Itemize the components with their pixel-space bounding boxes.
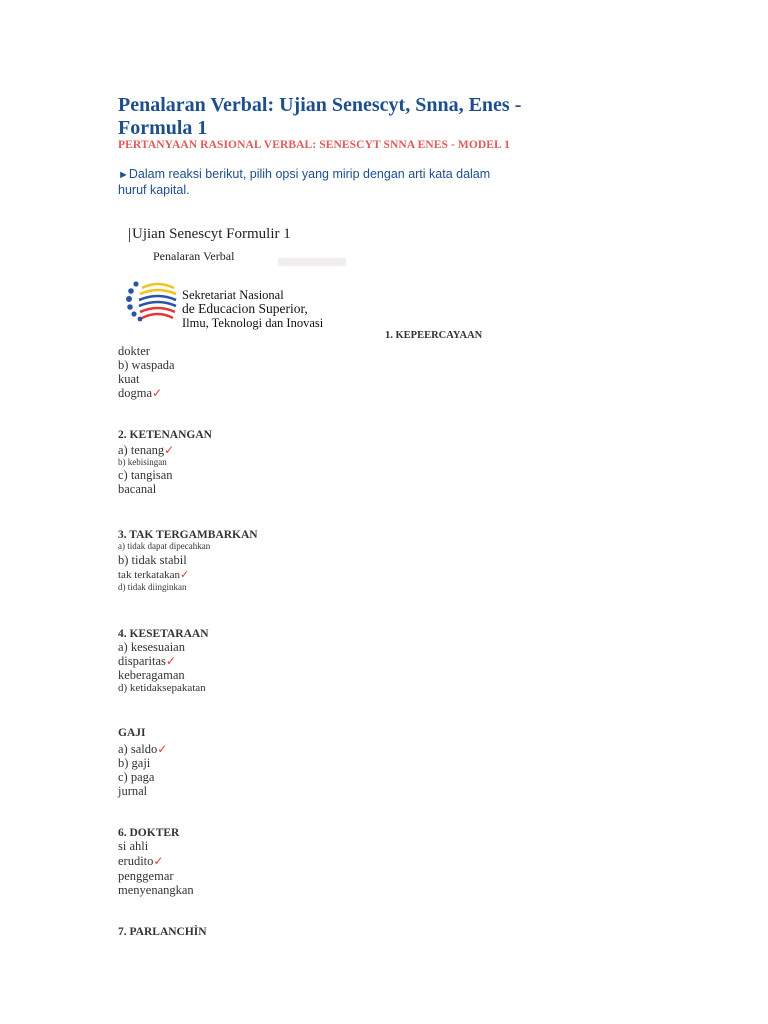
check-mark-icon: ✓ [157, 742, 168, 756]
option: b) waspada [118, 358, 175, 372]
option: a) kesesuaian [118, 640, 185, 654]
option-correct [118, 853, 194, 869]
org-line-1: Sekretariat Nasional [182, 288, 284, 302]
option: d) tidak diinginkan [118, 582, 187, 592]
check-mark-icon: ✓ [180, 568, 190, 581]
instruction-text [118, 167, 518, 198]
question-4 [118, 628, 209, 695]
question-3-title: 3. TAK TERGAMBARKAN [118, 529, 258, 541]
option: menyenangkan [118, 883, 194, 897]
page-title: Penalaran Verbal: Ujian Senescyt, Snna, Enes - Formula 1 [118, 94, 522, 139]
image-title: Ujian Senescyt Formulir 1 [132, 226, 291, 242]
option: a) tidak dapat dipecahkan [118, 541, 211, 551]
instruction-body: Dalam reaksi berikut, pilih opsi yang mirip dengan arti kata dalam huruf kapital. [118, 167, 491, 197]
question-1-title: 1. KEPEERCAYAAN [385, 330, 483, 341]
option-text: a) saldo [118, 742, 158, 756]
option: kuat [118, 372, 140, 386]
image-subtitle: Penalaran Verbal [153, 249, 235, 263]
check-mark-icon: ✓ [165, 654, 176, 668]
arrow-icon: ► [118, 169, 129, 181]
option-text: disparitas [118, 654, 166, 668]
option: dokter [118, 344, 150, 358]
question-3 [118, 529, 258, 593]
org-line-3: Ilmu, Teknologi dan Inovasi [182, 316, 324, 330]
text-caret [129, 228, 130, 242]
question-2-title: 2. KETENANGAN [118, 429, 212, 441]
option-text: erudito [118, 854, 154, 868]
exam-header-image [120, 222, 380, 334]
question-6-title: 6. DOKTER [118, 827, 180, 839]
question-5 [118, 727, 167, 798]
organization-name [182, 288, 323, 330]
org-line-2: de Educacion Superior, [182, 301, 308, 316]
faint-highlight [278, 258, 346, 266]
option-text: tak terkatakan [118, 569, 180, 581]
question-2 [118, 429, 212, 496]
option: penggemar [118, 869, 174, 883]
option: b) gaji [118, 756, 151, 770]
question-1-options [118, 344, 175, 400]
question-5-title: GAJI [118, 727, 146, 739]
option-correct [118, 386, 175, 400]
question-7 [118, 926, 207, 940]
option-correct [118, 568, 258, 582]
check-mark-icon: ✓ [152, 386, 163, 400]
question-6 [118, 827, 194, 897]
question-4-title: 4. KESETARAAN [118, 628, 209, 640]
option: keberagaman [118, 668, 185, 682]
question-7-title: 7. PARLANCHÌN [118, 926, 207, 938]
option-text: dogma [118, 386, 153, 400]
senescyt-logo-icon [126, 276, 178, 328]
check-mark-icon: ✓ [153, 854, 164, 868]
option-correct [118, 443, 212, 457]
option: b) tidak stabil [118, 553, 187, 567]
option: jurnal [118, 784, 148, 798]
option: c) tangisan [118, 468, 173, 482]
option: bacanal [118, 482, 157, 496]
page-subtitle: PERTANYAAN RASIONAL VERBAL: SENESCYT SNNA ENES - MODEL 1 [118, 139, 511, 151]
check-mark-icon: ✓ [164, 443, 175, 457]
option: b) kebisingan [118, 457, 167, 467]
option-correct [118, 654, 209, 668]
option-text: a) tenang [118, 443, 165, 457]
option-correct [118, 742, 167, 756]
option: si ahli [118, 839, 149, 853]
option: d) ketidaksepakatan [118, 682, 206, 694]
option: c) paga [118, 770, 155, 784]
